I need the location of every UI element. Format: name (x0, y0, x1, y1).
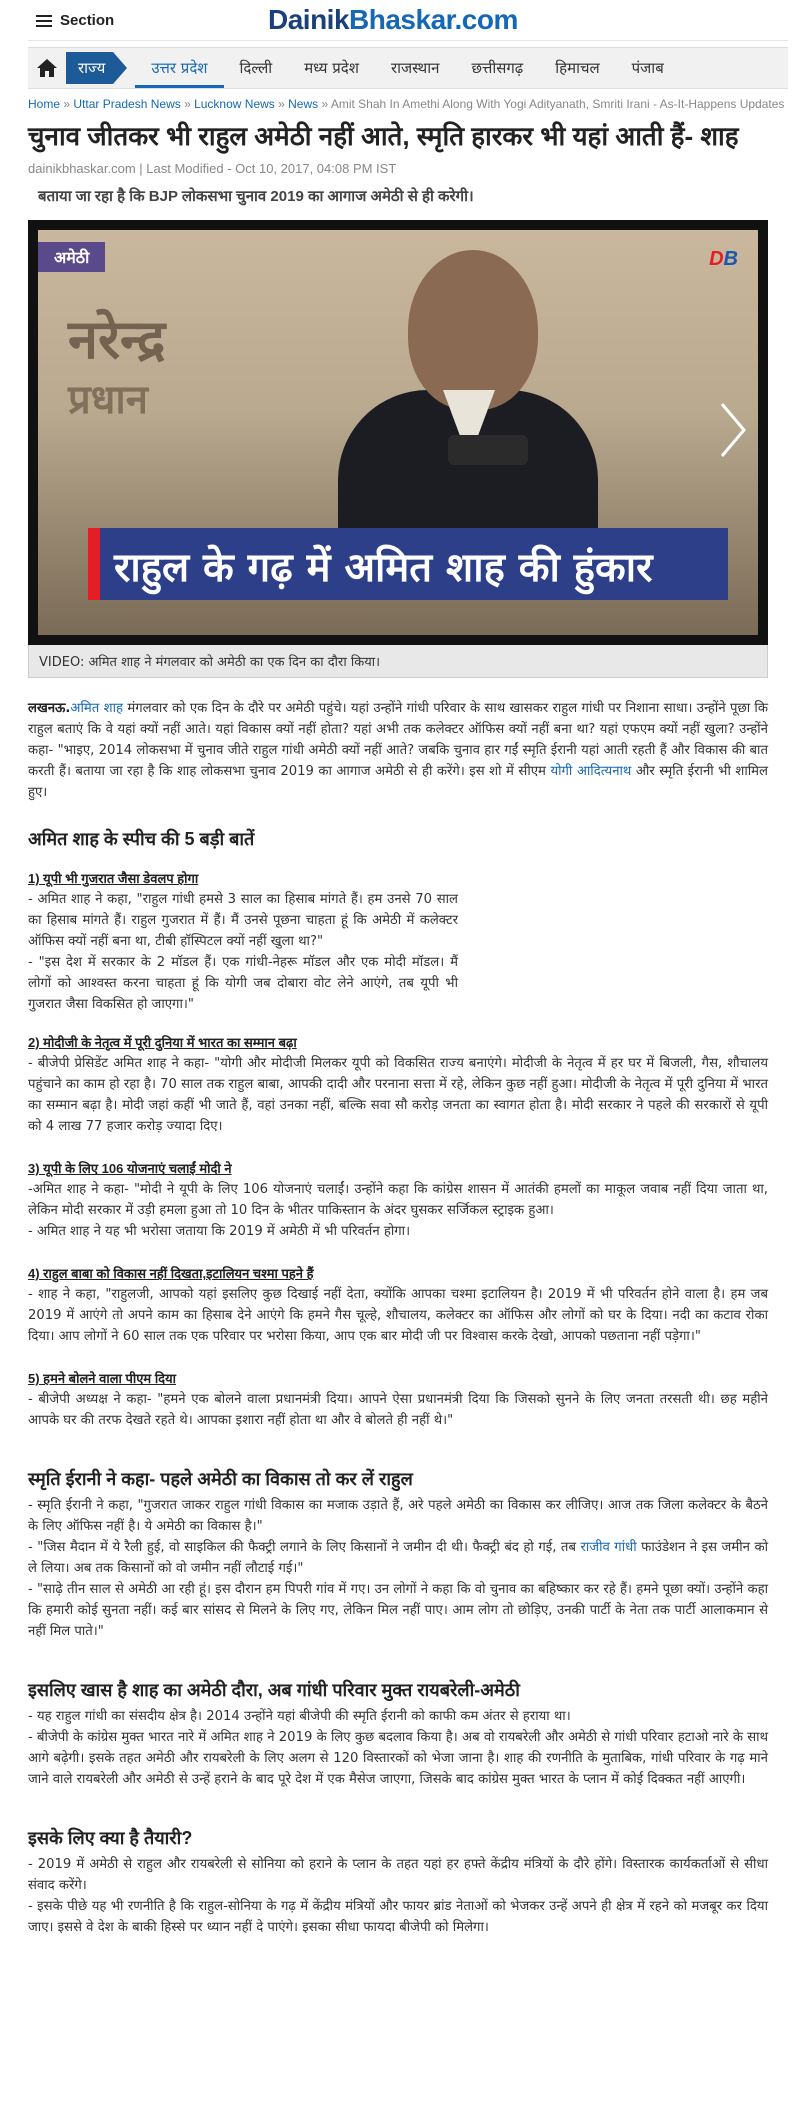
point-3-paragraph-a: -अमित शाह ने कहा- "मोदी ने यूपी के लिए 106 योजनाएं चलाईं। उन्होंने कहा कि कांग्रेस शासन में आतंकी हमलों का माकूल जवाब नहीं दिया जाता था, लेकिन मोदी सरकार में उड़ी हमला हुआ तो 10 दिन के भीतर पाकिस्तान के अंदर घुसकर सर्जिकल स्ट्राइक हुआ। (28, 1182, 768, 1218)
video-banner-text: राहुल के गढ़ में अमित शाह की हुंकार (114, 545, 653, 591)
point-4-paragraph: - शाह ने कहा, "राहुलजी, आपको यहां इसलिए कुछ दिखाई नहीं देता, क्योंकि आपका चश्मा इटालियन है। 2019 में भी परिवर्तन होने वाला है। हम जब 2019 में आएंगे तो अपने काम का हिसाब देने आएंगे कि हमने गैस चूल्हे, शौचालय, कलेक्टर का ऑफिस और लोगों को घर के दिया। नदी का कटाव रोका दिया। आप लोगों ने 60 साल तक एक परिवार पर भरोसा किया, आप एक बार मोदी जी पर विश्वास करके देखो, आपको पछताना नहीं पड़ेगा।" (28, 1287, 768, 1344)
article-subhead: बताया जा रहा है कि BJP लोकसभा चुनाव 2019 का आगाज अमेठी से ही करेगी। (38, 188, 474, 205)
speaker-image (338, 240, 598, 570)
point-1-paragraph-b: - "इस देश में सरकार के 2 मॉडल हैं। एक गांधी-नेहरू मॉडल और एक मोदी मॉडल। मैं लोगों को आश्वस्त करना चाहता हूं कि योगी जब दोबारा वोट लेने आएंगे, तब यूपी भी गुजरात जैसा विकसित हो जाएगा।" (28, 955, 458, 1012)
section-heading-key-points: अमित शाह के स्पीच की 5 बड़ी बातें (28, 829, 255, 849)
next-arrow-icon[interactable] (718, 400, 748, 460)
state-nav (28, 47, 788, 89)
lead-paragraph: लखनऊ.अमित शाह मंगलवार को एक दिन के दौरे पर अमेठी पहुंचे। यहां उन्होंने गांधी परिवार के साथ खासकर राहुल गांधी पर निशाना साधा। उन्होंने पूछा कि राहुल बताएं कि वे यहां क्यों नहीं आते। यहां विकास क्यों नहीं होता? यहां अभी तक कलेक्टर ऑफिस क्यों नहीं बना था? यहां एफएम क्यों नहीं खुला? उन्होंने कहा- "भाइए, 2014 लोकसभा में चुनाव जीते राहुल गांधी अमेठी क्यों नहीं आते? जबकि चुनाव हार गईं स्मृति ईरानी यहां आती रहती हैं और विकास की बात करती हैं। बताया जा रहा है कि शाह लोकसभा चुनाव 2019 का आगाज अमेठी से ही करेंगे। इस शो में सीएम योगी आदित्यनाथ और स्मृति ईरानी भी शामिल हुए। (28, 701, 768, 800)
nav-item-madhya-pradesh[interactable]: मध्य प्रदेश (304, 59, 359, 77)
video-frame[interactable] (38, 230, 758, 635)
smriti-paragraph-c: - "साढ़े तीन साल से अमेठी आ रही हूं। इस दौरान हम पिपरी गांव में गए। उन लोगों ने कहा कि वो चुनाव का बहिष्कार कर रहे हैं। हमने पूछा क्यों। उन्होंने कहा कि हमारी कोई सुनता नहीं। कई बार सांसद से मिलने के लिए गए, लेकिन मिल नहीं पाए। आम लोग तो छोड़िए, उनकी पार्टी के नेता तक पार्टी आलाकमान से नहीं मिल पाते।" (28, 1582, 768, 1639)
video-location-tag: अमेठी (38, 242, 105, 272)
article-title: चुनाव जीतकर भी राहुल अमेठी नहीं आते, स्मृति हारकर भी यहां आती हैं- शाह (28, 121, 739, 151)
video-backdrop-text-2: प्रधान (68, 377, 148, 423)
page (28, 0, 788, 1938)
prep-paragraph-a: - 2019 में अमेठी से राहुल और रायबरेली से सोनिया को हराने के प्लान के तहत यहां हर हफ्ते केंद्रीय मंत्रियों के दौरे होंगे। विस्तारक कार्यकर्ताओं से सीधा संवाद करेंगे। (28, 1857, 768, 1893)
nav-item-himachal[interactable]: हिमाचल (555, 59, 600, 77)
site-logo[interactable]: DainikBhaskar.com (268, 4, 518, 35)
section-label: Section (60, 12, 115, 29)
link-yogi-adityanath[interactable]: योगी आदित्यनाथ (550, 764, 632, 779)
nav-item-rajasthan[interactable]: राजस्थान (390, 59, 440, 77)
why-paragraph-a: - यह राहुल गांधी का संसदीय क्षेत्र है। 2014 उन्होंने यहां बीजेपी की स्मृति ईरानी को काफी कम अंतर से हराया था। (28, 1709, 571, 1724)
video-player[interactable] (28, 220, 768, 645)
article-meta: dainikbhaskar.com | Last Modified - Oct 10, 2017, 04:08 PM IST (28, 161, 397, 176)
nav-item-delhi[interactable]: दिल्ली (239, 59, 273, 77)
point-3-paragraph-b: - अमित शाह ने यह भी भरोसा जताया कि 2019 में अमेठी में भी परिवर्तन होगा। (28, 1224, 411, 1239)
breadcrumb-current: Amit Shah In Amethi Along With Yogi Adityanath, Smriti Irani - As-It-Happens Updates (330, 97, 785, 111)
breadcrumb-news[interactable]: News (288, 97, 319, 111)
smriti-paragraph-a: - स्मृति ईरानी ने कहा, "गुजरात जाकर राहुल गांधी विकास का मजाक उड़ाते हैं, अरे पहले अमेठी का विकास कर लीजिए। आज तक जिला कलेक्टर के बैठने के लिए ऑफिस नहीं है। ये अमेठी का विकास है।" (28, 1498, 768, 1534)
breadcrumb: Home » Uttar Pradesh News » Lucknow News » News » Amit Shah In Amethi Along With Yogi Adityanath, Smriti Irani - As-It-Happens Updates (28, 97, 785, 111)
point-3-title: 3) यूपी के लिए 106 योजनाएं चलाईं मोदी ने (28, 1161, 232, 1176)
section-heading-smriti: स्मृति ईरानी ने कहा- पहले अमेठी का विकास तो कर लें राहुल (28, 1469, 413, 1489)
db-logo: DB (709, 248, 738, 270)
nav-item-chhattisgarh[interactable]: छत्तीसगढ़ (471, 59, 524, 77)
breadcrumb-lucknow-news[interactable]: Lucknow News (194, 97, 275, 111)
section-heading-why: इसलिए खास है शाह का अमेठी दौरा, अब गांधी परिवार मुक्त रायबरेली-अमेठी (28, 1680, 520, 1700)
top-bar (28, 0, 788, 41)
home-icon[interactable] (28, 48, 66, 88)
video-banner (88, 528, 728, 600)
point-4-title: 4) राहुल बाबा को विकास नहीं दिखता,इटालियन चश्मा पहने हैं (28, 1266, 314, 1281)
link-amit-shah[interactable]: अमित शाह (70, 701, 124, 716)
state-label[interactable]: राज्य (66, 52, 113, 84)
point-2-title: 2) मोदीजी के नेतृत्व में पूरी दुनिया में भारत का सम्मान बढ़ा (28, 1035, 297, 1050)
point-2-paragraph: - बीजेपी प्रेसिडेंट अमित शाह ने कहा- "योगी और मोदीजी मिलकर यूपी को विकसित राज्य बनाएंगे। मोदीजी के नेतृत्व में हर घर में बिजली, गैस, शौचालय पहुंचाने का काम हो रहा है। 70 साल तक राहुल बाबा, आपकी दादी और परनाना सत्ता में रहे, लेकिन कुछ नहीं हुआ। मोदीजी के नेतृत्व में पूरी दुनिया में भारत का सम्मान बढ़ा है। मोदी जहां कहीं भी जाते हैं, वहां उनका नहीं, बल्कि सवा सौ करोड़ जनता का स्वागत होता है। मोदी सरकार ने पहले की सरकारों से यूपी को 4 लाख 77 हजार करोड़ ज्यादा दिए। (28, 1056, 768, 1134)
breadcrumb-uttar-pradesh-news[interactable]: Uttar Pradesh News (73, 97, 181, 111)
why-paragraph-b: - बीजेपी के कांग्रेस मुक्त भारत नारे में अमित शाह ने 2019 के लिए कुछ बदलाव किया है। अब वो रायबरेली और अमेठी से गांधी परिवार हटाओ नारे के साथ आगे बढ़ेगी। इसके तहत अमेठी और रायबरेली के लिए अलग से 120 विस्तारकों को भेजा जाना है। शाह की रणनीति के मुताबिक, गांधी परिवार के गढ़ माने जाने वाले रायबरेली और अमेठी से उन्हें हराने के बाद पूरे देश में एक मैसेज जाएगा, जिसके बाद कांग्रेस मुक्त भारत के प्लान में कोई दिक्कत नहीं आएगी। (28, 1730, 768, 1787)
point-5-title: 5) हमने बोलने वाला पीएम दिया (28, 1371, 176, 1386)
nav-item-punjab[interactable]: पंजाब (631, 59, 664, 77)
prep-paragraph-b: - इसके पीछे यह भी रणनीति है कि राहुल-सोनिया के गढ़ में केंद्रीय मंत्रियों और फायर ब्रांड नेताओं को भेजकर उन्हें अपने ही क्षेत्र में रहने को मजबूर कर दिया जाए। इससे वे देश के बाकी हिस्से पर ध्यान नहीं दे पाएंगे। इसका सीधा फायदा बीजेपी को मिलेगा। (28, 1899, 768, 1935)
hamburger-icon[interactable] (36, 15, 52, 27)
dateline: लखनऊ. (28, 701, 71, 716)
section-heading-preparation: इसके लिए क्या है तैयारी? (28, 1828, 193, 1848)
smriti-paragraph-b: - "जिस मैदान में ये रैली हुई, वो साइकिल की फैक्ट्री लगाने के लिए किसानों ने जमीन दी थी। फैक्ट्री बंद हो गई, तब राजीव गांधी फाउंडेशन ने इस जमीन को ले लिया। अब तक किसानों को वो जमीन नहीं लौटाई गई।" (28, 1540, 768, 1576)
point-1-paragraph-a: - अमित शाह ने कहा, "राहुल गांधी हमसे 3 साल का हिसाब मांगते हैं। हम उनसे 70 साल का हिसाब मांगते हैं। राहुल गुजरात में हैं। मैं उनसे पूछना चाहता हूं कि अमेठी में कलेक्टर ऑफिस क्यों नहीं बना था, टीबी हॉस्पिटल क्यों नहीं खुला था?" (28, 892, 458, 949)
breadcrumb-home[interactable]: Home (28, 97, 61, 111)
section-menu-button[interactable] (36, 12, 114, 29)
point-5-paragraph: - बीजेपी अध्यक्ष ने कहा- "हमने एक बोलने वाला प्रधानमंत्री दिया। आपने ऐसा प्रधानमंत्री दिया कि जिसको सुनने के लिए जनता तरसती थी। छह महीने आपके घर की तरफ देखते रहते थे। आपका इशारा नहीं होता था और वे बोलते ही नहीं थे।" (28, 1392, 768, 1428)
video-caption: VIDEO: अमित शाह ने मंगलवार को अमेठी का एक दिन का दौरा किया। (28, 645, 768, 678)
video-backdrop-text: नरेन्द्र (68, 308, 166, 371)
nav-item-uttar-pradesh[interactable]: उत्तर प्रदेश (135, 48, 223, 88)
point-1-title: 1) यूपी भी गुजरात जैसा डेवलप होगा (28, 871, 199, 886)
link-rajiv-gandhi[interactable]: राजीव गांधी (580, 1540, 637, 1555)
